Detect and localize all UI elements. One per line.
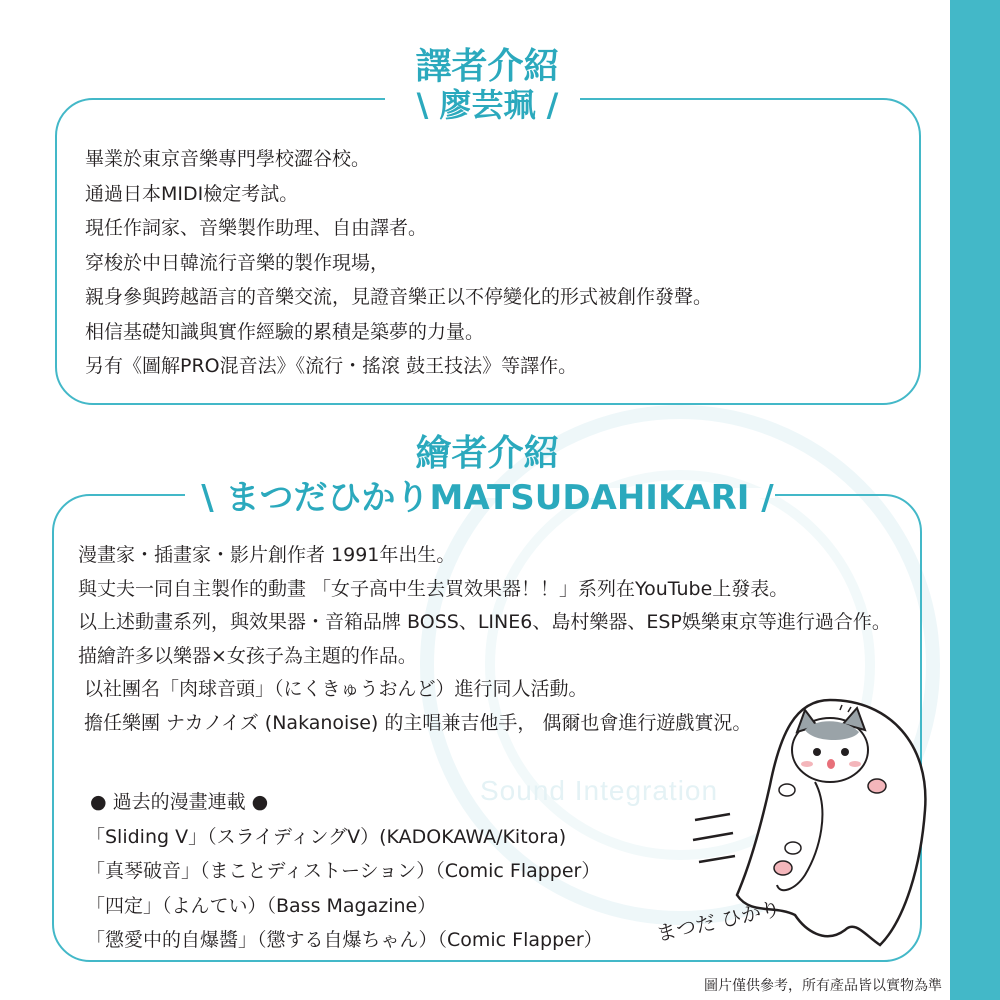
- illustrator-bio-line: 描繪許多以樂器×女孩子為主題的作品。: [78, 644, 417, 667]
- works-list: [86, 785, 603, 958]
- illustrator-bio-line: 以社團名「肉球音頭」（にくきゅうおんど）進行同人活動。: [84, 678, 588, 701]
- translator-bio-line: 相信基礎知識與實作經驗的累積是築夢的力量。: [85, 320, 485, 343]
- translator-bio-line: 畢業於東京音樂專門學校澀谷校。: [85, 148, 371, 170]
- translator-bio-line: 通過日本MIDI檢定考試。: [85, 182, 299, 205]
- illustrator-bio-line: 漫畫家・插畫家・影片創作者 1991年出生。: [78, 544, 456, 566]
- translator-bio-line: 現任作詞家、音樂製作助理、自由譯者。: [85, 217, 428, 239]
- translator-bio-line: 穿梭於中日韓流行音樂的製作現場，: [85, 251, 390, 274]
- illustrator-bio-line: 與丈夫一同自主製作的動畫 「女子高中生去買效果器！！」系列在YouTube上發表。: [78, 577, 789, 600]
- translator-name: \ 廖芸珮 /: [416, 86, 559, 124]
- illustrator-bio-line: 以上述動畫系列，與效果器・音箱品牌 BOSS、LINE6、島村樂器、ESP娛樂東京等進行過合作。: [78, 611, 891, 634]
- translator-bio-line: 另有《圖解PRO混音法》《流行・搖滾 鼓王技法》等譯作。: [85, 355, 578, 377]
- artist-signature: まつだ ひかり: [654, 896, 783, 946]
- translator-bio-line: 親身參與跨越語言的音樂交流，見證音樂正以不停變化的形式被創作發聲。: [85, 286, 713, 308]
- watermark-text: Sound Integration: [480, 775, 719, 806]
- works-item: 「四定」（よんてい）（Bass Magazine）: [86, 894, 437, 917]
- illustrator-section-title: 繪者介紹: [415, 433, 560, 474]
- works-heading: ● 過去的漫畫連載 ●: [90, 791, 269, 813]
- translator-bio: [85, 142, 712, 384]
- works-item: 「懲愛中的自爆醬」（懲する自爆ちゃん）（Comic Flapper）: [86, 929, 603, 951]
- illustrator-name: \ まつだひかりMATSUDAHIKARI /: [201, 478, 774, 518]
- translator-section-title: 譯者介紹: [415, 46, 560, 87]
- illustrator-bio-line: 擔任樂團 ナカノイズ (Nakanoise) 的主唱兼吉他手， 偶爾也會進行遊戲實況。: [84, 711, 752, 734]
- works-item: 「真琴破音」（まことディストーション）（Comic Flapper）: [86, 860, 601, 882]
- footer-note: 圖片僅供參考，所有產品皆以實物為準: [704, 978, 942, 994]
- works-item: 「Sliding V」（スライディングV）(KADOKAWA/Kitora): [86, 825, 567, 848]
